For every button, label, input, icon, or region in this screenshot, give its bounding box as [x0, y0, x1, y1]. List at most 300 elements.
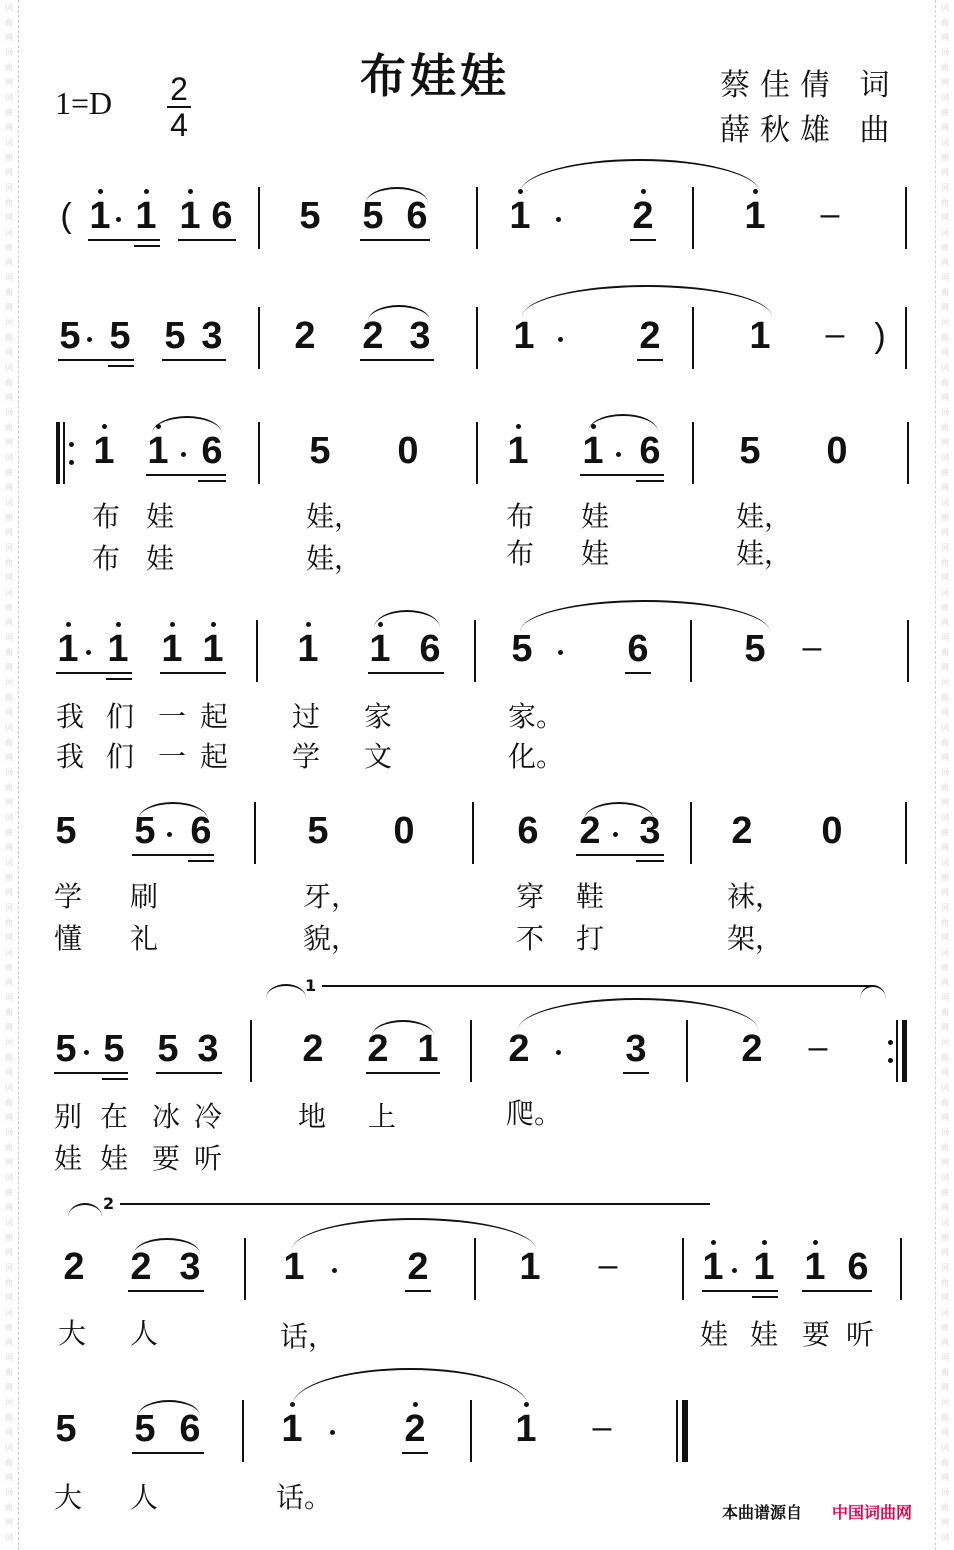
watermark-char: 曲 — [5, 873, 13, 882]
watermark-char: 曲 — [5, 693, 13, 702]
note: 3 — [625, 1028, 647, 1070]
watermark-char: 曲 — [941, 243, 949, 252]
watermark-char: 网 — [941, 483, 949, 492]
watermark-char: 词 — [941, 1173, 949, 1182]
lyric: 听 — [846, 1318, 875, 1351]
barline — [692, 187, 694, 249]
watermark-char: 词 — [941, 1263, 949, 1272]
staff-system-1 — [0, 185, 954, 255]
barline — [474, 1238, 476, 1300]
watermark-char: 词 — [5, 1353, 13, 1362]
watermark-char: 词 — [941, 1128, 949, 1137]
lyric: 爬。 — [506, 1097, 563, 1130]
watermark-char: 曲 — [941, 1323, 949, 1332]
time-numerator: 2 — [170, 71, 188, 107]
watermark-char: 网 — [5, 1518, 13, 1527]
watermark-char: 网 — [941, 33, 949, 42]
note: 5 — [157, 1028, 179, 1070]
watermark-char: 曲 — [941, 288, 949, 297]
note: 1 — [702, 1246, 724, 1288]
note: 6 — [847, 1246, 869, 1288]
lyric: 一 — [158, 740, 187, 773]
volta-2-bracket — [120, 1203, 710, 1205]
dash: – — [825, 315, 845, 353]
note: 2 — [632, 195, 654, 237]
watermark-char: 网 — [941, 1473, 949, 1482]
watermark-char: 词 — [941, 1488, 949, 1497]
note: 5 — [55, 1028, 77, 1070]
lyric: 架， — [727, 922, 784, 955]
lyric: 娃 — [146, 500, 175, 533]
note: 5 — [307, 810, 329, 852]
watermark-char: 曲 — [941, 1143, 949, 1152]
note: 1 — [804, 1246, 826, 1288]
note: 1 — [57, 628, 79, 670]
watermark-char: 网 — [941, 1068, 949, 1077]
lyric: 冷 — [194, 1100, 223, 1133]
dash: – — [592, 1408, 612, 1446]
watermark-char: 网 — [941, 1113, 949, 1122]
dash: – — [598, 1246, 618, 1284]
watermark-char: 曲 — [5, 738, 13, 747]
watermark-char: 词 — [941, 1218, 949, 1227]
watermark-char: 词 — [5, 948, 13, 957]
watermark-char: 网 — [5, 1473, 13, 1482]
watermark-char: 曲 — [941, 513, 949, 522]
source-prefix: 本曲谱源自 — [722, 1503, 803, 1522]
note: 2 — [731, 810, 753, 852]
lyric: 话， — [280, 1320, 337, 1353]
lyric: 文 — [364, 740, 393, 773]
note: 5 — [134, 1408, 156, 1450]
final-barline — [676, 1400, 678, 1462]
lyricist-credit: 蔡佳倩 词 — [720, 68, 900, 103]
watermark-char: 网 — [941, 168, 949, 177]
watermark-char: 网 — [5, 1023, 13, 1032]
note: 5 — [55, 810, 77, 852]
watermark-char: 曲 — [941, 1188, 949, 1197]
watermark-char: 网 — [941, 1293, 949, 1302]
volta-hook — [860, 985, 886, 999]
watermark-char: 词 — [5, 903, 13, 912]
watermark-char: 词 — [5, 318, 13, 327]
slur — [134, 1238, 200, 1254]
repeat-start — [56, 422, 60, 484]
watermark-char: 曲 — [5, 198, 13, 207]
slur — [138, 802, 208, 820]
watermark-char: 曲 — [5, 378, 13, 387]
barline — [256, 620, 258, 682]
watermark-char: 词 — [5, 858, 13, 867]
watermark-char: 网 — [5, 1113, 13, 1122]
watermark-char: 曲 — [941, 828, 949, 837]
lyric: 袜， — [727, 880, 784, 913]
watermark-char: 网 — [941, 1158, 949, 1167]
barline — [905, 802, 907, 864]
watermark-char: 词 — [5, 363, 13, 372]
watermark-char: 曲 — [941, 603, 949, 612]
watermark-char: 网 — [941, 573, 949, 582]
watermark-char: 词 — [5, 1038, 13, 1047]
note: 6 — [179, 1408, 201, 1450]
watermark-char: 词 — [941, 138, 949, 147]
watermark-char: 曲 — [5, 243, 13, 252]
lyric: 起 — [200, 740, 229, 773]
watermark-char: 网 — [5, 978, 13, 987]
lyric: 懂 — [54, 922, 83, 955]
slur — [518, 998, 758, 1030]
watermark-char: 词 — [5, 1533, 13, 1542]
watermark-char: 词 — [5, 768, 13, 777]
note: 1 — [135, 195, 157, 237]
watermark-char: 曲 — [5, 1278, 13, 1287]
note: 1 — [202, 628, 224, 670]
lyric: 礼 — [130, 922, 159, 955]
watermark-char: 曲 — [941, 693, 949, 702]
lyric: 听 — [194, 1142, 223, 1175]
watermark-char: 网 — [5, 1338, 13, 1347]
note: 2 — [639, 315, 661, 357]
lyric: 过 — [292, 700, 321, 733]
lyric: 要 — [802, 1318, 831, 1351]
watermark-char: 曲 — [5, 288, 13, 297]
note: 1 — [93, 430, 115, 472]
watermark-char: 曲 — [5, 1233, 13, 1242]
barline — [472, 802, 474, 864]
slur — [520, 600, 770, 632]
watermark-char: 词 — [5, 138, 13, 147]
barline — [258, 422, 260, 484]
watermark-char: 网 — [5, 528, 13, 537]
watermark-char: 词 — [941, 3, 949, 12]
lyric: 布 — [506, 500, 535, 533]
watermark-char: 词 — [941, 228, 949, 237]
lyric: 们 — [106, 740, 135, 773]
watermark-char: 曲 — [941, 1053, 949, 1062]
note: 6 — [517, 810, 539, 852]
watermark-char: 词 — [941, 768, 949, 777]
lyric: 刷 — [130, 880, 159, 913]
dash: – — [820, 195, 840, 233]
note: 2 — [367, 1028, 389, 1070]
lyric: 化。 — [508, 740, 565, 773]
note: 2 — [508, 1028, 530, 1070]
paren-close: ) — [874, 317, 886, 355]
watermark-char: 网 — [941, 663, 949, 672]
lyric: 娃 — [54, 1142, 83, 1175]
watermark-char: 词 — [941, 48, 949, 57]
watermark-char: 词 — [941, 453, 949, 462]
note: 6 — [419, 628, 441, 670]
lyric: 我 — [56, 700, 85, 733]
note: 6 — [201, 430, 223, 472]
watermark-char: 网 — [941, 1428, 949, 1437]
watermark-char: 词 — [5, 993, 13, 1002]
watermark-char: 曲 — [5, 783, 13, 792]
note: 6 — [639, 430, 661, 472]
watermark-char: 词 — [5, 498, 13, 507]
watermark-char: 曲 — [5, 1053, 13, 1062]
watermark-char: 词 — [5, 1173, 13, 1182]
watermark-char: 网 — [5, 1203, 13, 1212]
staff-system-5 — [0, 800, 954, 870]
lyric: 大 — [58, 1317, 87, 1350]
dash: – — [808, 1028, 828, 1066]
lyric: 娃， — [306, 500, 363, 533]
barline — [905, 307, 907, 369]
note: 5 — [134, 810, 156, 852]
watermark-char: 曲 — [5, 468, 13, 477]
watermark-char: 曲 — [941, 963, 949, 972]
song-title: 布娃娃 — [360, 49, 510, 103]
lyric: 人 — [130, 1317, 159, 1350]
watermark-char: 词 — [941, 318, 949, 327]
note: 2 — [362, 315, 384, 357]
watermark-char: 曲 — [941, 1413, 949, 1422]
watermark-char: 网 — [5, 1293, 13, 1302]
watermark-char: 曲 — [5, 1458, 13, 1467]
note: 3 — [201, 315, 223, 357]
slur — [138, 1400, 200, 1416]
watermark-char: 词 — [941, 1308, 949, 1317]
note: 5 — [59, 315, 81, 357]
slur — [292, 1218, 536, 1250]
watermark-char: 曲 — [5, 153, 13, 162]
note: 0 — [821, 810, 843, 852]
watermark-char: 网 — [941, 1338, 949, 1347]
watermark-char: 词 — [5, 1128, 13, 1137]
watermark-char: 词 — [5, 408, 13, 417]
watermark-char: 词 — [5, 723, 13, 732]
note: 5 — [511, 628, 533, 670]
watermark-char: 曲 — [941, 468, 949, 477]
watermark-char: 词 — [5, 1443, 13, 1452]
watermark-char: 曲 — [941, 1098, 949, 1107]
lyric: 娃， — [306, 542, 363, 575]
watermark-char: 词 — [941, 93, 949, 102]
lyric: 娃 — [750, 1318, 779, 1351]
lyric: 家 — [364, 700, 393, 733]
watermark-char: 网 — [941, 78, 949, 87]
time-signature — [165, 72, 193, 142]
slur — [522, 285, 772, 317]
watermark-char: 网 — [941, 1248, 949, 1257]
slur — [520, 159, 760, 193]
watermark-char: 网 — [941, 528, 949, 537]
watermark-char: 词 — [941, 273, 949, 282]
watermark-char: 词 — [5, 543, 13, 552]
watermark-char: 词 — [941, 1443, 949, 1452]
time-denominator: 4 — [170, 107, 188, 143]
slur — [372, 1020, 434, 1036]
watermark-char: 曲 — [5, 513, 13, 522]
watermark-char: 曲 — [5, 1008, 13, 1017]
watermark-char: 网 — [941, 303, 949, 312]
watermark-char: 网 — [941, 213, 949, 222]
watermark-char: 词 — [941, 903, 949, 912]
watermark-char: 网 — [941, 348, 949, 357]
paren-open: ( — [60, 197, 72, 235]
watermark-char: 曲 — [941, 1458, 949, 1467]
watermark-char: 网 — [941, 123, 949, 132]
barline — [692, 422, 694, 484]
composer-credit: 薛秋雄 曲 — [720, 113, 900, 148]
watermark-char: 词 — [5, 228, 13, 237]
note: 5 — [299, 195, 321, 237]
watermark-char: 网 — [5, 33, 13, 42]
note: 1 — [281, 1408, 303, 1450]
watermark-char: 网 — [5, 663, 13, 672]
watermark-char: 曲 — [5, 423, 13, 432]
volta-hook — [68, 1203, 102, 1217]
lyric: 布 — [92, 500, 121, 533]
note: 5 — [744, 628, 766, 670]
watermark-char: 曲 — [5, 603, 13, 612]
watermark-char: 词 — [941, 1083, 949, 1092]
watermark-char: 词 — [941, 498, 949, 507]
watermark-char: 词 — [941, 1038, 949, 1047]
volta-1-bracket — [322, 985, 872, 987]
lyric: 娃 — [146, 542, 175, 575]
lyric: 娃， — [736, 537, 793, 570]
barline — [907, 422, 909, 484]
lyric: 家。 — [508, 700, 565, 733]
barline — [242, 1400, 244, 1462]
watermark-char: 网 — [941, 438, 949, 447]
note: 1 — [89, 195, 111, 237]
watermark-char: 网 — [941, 1383, 949, 1392]
lyric: 学 — [292, 740, 321, 773]
note: 1 — [744, 195, 766, 237]
barline — [474, 620, 476, 682]
watermark-char: 词 — [5, 183, 13, 192]
note: 6 — [406, 195, 428, 237]
lyric: 鞋 — [576, 880, 605, 913]
lyric: 话。 — [276, 1481, 333, 1514]
barline — [470, 1020, 472, 1082]
watermark-char: 曲 — [5, 108, 13, 117]
note: 5 — [309, 430, 331, 472]
watermark-char: 词 — [5, 633, 13, 642]
note: 1 — [283, 1246, 305, 1288]
watermark-char: 曲 — [5, 1503, 13, 1512]
watermark-char: 网 — [5, 213, 13, 222]
lyric: 在 — [100, 1100, 129, 1133]
watermark-char: 词 — [5, 273, 13, 282]
note: 1 — [507, 430, 529, 472]
note: 3 — [197, 1028, 219, 1070]
watermark-char: 曲 — [941, 1008, 949, 1017]
watermark-char: 词 — [941, 408, 949, 417]
staff-system-4 — [0, 618, 954, 688]
watermark-char: 网 — [5, 798, 13, 807]
note: 2 — [130, 1246, 152, 1288]
watermark-char: 网 — [941, 1203, 949, 1212]
note: 1 — [582, 430, 604, 472]
slur — [152, 416, 222, 434]
lyric: 牙， — [303, 880, 360, 913]
watermark-char: 曲 — [941, 873, 949, 882]
note: 5 — [164, 315, 186, 357]
watermark-char: 词 — [5, 588, 13, 597]
watermark-char: 词 — [5, 1488, 13, 1497]
watermark-char: 词 — [941, 1353, 949, 1362]
note: 1 — [509, 195, 531, 237]
watermark-char: 词 — [941, 948, 949, 957]
watermark-char: 网 — [5, 393, 13, 402]
watermark-char: 网 — [5, 933, 13, 942]
watermark-char: 词 — [5, 1083, 13, 1092]
watermark-char: 曲 — [941, 198, 949, 207]
watermark-char: 曲 — [941, 18, 949, 27]
watermark-char: 曲 — [5, 1188, 13, 1197]
watermark-char: 曲 — [941, 378, 949, 387]
watermark-char: 网 — [941, 258, 949, 267]
lyric: 学 — [54, 880, 83, 913]
watermark-char: 词 — [5, 48, 13, 57]
watermark-char: 曲 — [941, 1278, 949, 1287]
watermark-char: 词 — [941, 813, 949, 822]
watermark-char: 词 — [941, 678, 949, 687]
note: 6 — [627, 628, 649, 670]
barline — [692, 307, 694, 369]
note: 1 — [161, 628, 183, 670]
barline — [470, 1400, 472, 1462]
lyric: 冰 — [152, 1100, 181, 1133]
note: 1 — [519, 1246, 541, 1288]
watermark-char: 网 — [941, 978, 949, 987]
note: 1 — [297, 628, 319, 670]
lyric: 们 — [106, 700, 135, 733]
watermark-char: 网 — [5, 1428, 13, 1437]
watermark-char: 词 — [941, 543, 949, 552]
watermark-char: 词 — [941, 723, 949, 732]
slur — [588, 414, 658, 432]
note: 0 — [397, 430, 419, 472]
note: 3 — [409, 315, 431, 357]
watermark-char: 网 — [5, 708, 13, 717]
watermark-char: 词 — [941, 183, 949, 192]
watermark-char: 网 — [941, 843, 949, 852]
lyric: 娃 — [100, 1142, 129, 1175]
barline — [476, 187, 478, 249]
lyric: 穿 — [516, 880, 545, 913]
note: 3 — [639, 810, 661, 852]
watermark-char: 曲 — [5, 1323, 13, 1332]
watermark-char: 网 — [941, 393, 949, 402]
note: 2 — [302, 1028, 324, 1070]
volta-1-number: 1 — [305, 976, 317, 995]
watermark-char: 词 — [5, 813, 13, 822]
watermark-char: 曲 — [941, 153, 949, 162]
staff-system-2 — [0, 305, 954, 375]
source-site-link[interactable]: 中国词曲网 — [832, 1503, 913, 1522]
watermark-char: 网 — [941, 933, 949, 942]
note: 5 — [362, 195, 384, 237]
watermark-char: 网 — [941, 753, 949, 762]
watermark-char: 网 — [5, 483, 13, 492]
lyric: 娃 — [581, 500, 610, 533]
watermark-char: 网 — [5, 1248, 13, 1257]
barline — [905, 187, 907, 249]
note: 2 — [294, 315, 316, 357]
lyric: 别 — [54, 1100, 83, 1133]
note: 0 — [826, 430, 848, 472]
watermark-char: 曲 — [5, 1413, 13, 1422]
watermark-char: 词 — [5, 1308, 13, 1317]
lyric: 打 — [576, 922, 605, 955]
note: 1 — [749, 315, 771, 357]
